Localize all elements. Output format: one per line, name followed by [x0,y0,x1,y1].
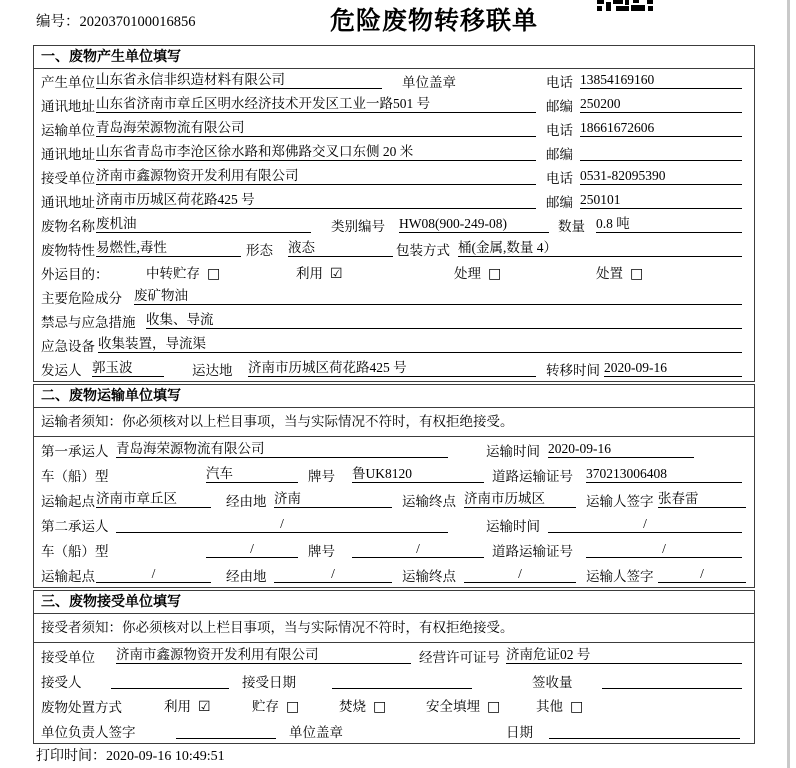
receiver-unit-value: 济南市鑫源物资开发利用有限公司 [96,167,536,185]
purpose-option-treat-label: 处理 [454,266,481,281]
accept-date-label: 接受日期 [242,675,296,690]
sign-date-value [549,721,740,739]
waste-name-value: 废机油 [96,215,311,233]
transport-address-value: 山东省青岛市李沧区徐水路和郑佛路交叉口东侧 20 米 [96,143,536,161]
producer-zip-value: 250200 [580,95,742,113]
destination-value: 济南市历城区荷花路425 号 [248,359,536,377]
field-hazard-component [34,285,754,309]
route2-start-label: 运输起点 [41,569,95,584]
receiver-address-value: 济南市历城区荷花路425 号 [96,191,536,209]
receiver-zip-label: 邮编 [546,195,573,210]
hazard-component-value: 废矿物油 [134,287,742,305]
emergency-equipment-value: 收集装置，导流渠 [98,335,742,353]
carrier2-time-value: / [548,515,742,533]
route2-start-value: / [96,565,211,583]
section-producer-header: 一、废物产生单位填写 [34,46,754,69]
license-value: 济南危证02 号 [506,646,742,664]
waste-category-label: 类别编号 [331,219,385,234]
vehicle1-plate-value: 鲁UK8120 [352,465,484,483]
field-producer-unit [34,69,754,93]
transport-address-label: 通讯地址 [41,147,95,162]
section-receiver [33,590,755,744]
route2-sign-label: 运输人签字 [586,569,654,584]
doc-number [36,10,196,31]
purpose-option-storage [146,265,220,283]
checkbox-checked-icon: ☑ [330,266,343,282]
checkbox-unchecked-icon: □ [630,266,644,282]
checkbox-checked-icon: ☑ [198,699,211,715]
responsible-sign-label: 单位负责人签字 [41,725,136,740]
disposal-option-incinerate-label: 焚烧 [339,699,366,714]
purpose-option-dispose [596,265,643,283]
route1-sign-value: 张春雷 [658,490,746,508]
carrier2-value: / [116,515,448,533]
checkbox-unchecked-icon: □ [373,699,387,715]
receiver-address-label: 通讯地址 [41,195,95,210]
route2-end-label: 运输终点 [402,569,456,584]
disposal-option-other-label: 其他 [536,699,563,714]
route2-end-value: / [464,565,576,583]
page-edge-shadow [787,0,790,768]
route2-sign-value: / [658,565,746,583]
section-receiver-header: 三、废物接受单位填写 [34,591,754,614]
sign-date-label: 日期 [506,725,533,740]
hazard-component-label: 主要危险成分 [41,291,122,306]
route1-end-label: 运输终点 [402,494,456,509]
producer-unit-label: 产生单位 [41,75,95,90]
field-emergency-equipment [34,333,754,357]
acceptor-label: 接受人 [41,675,82,690]
disposal-option-store [252,698,299,716]
checkbox-unchecked-icon: □ [570,699,584,715]
emergency-equipment-label: 应急设备 [41,339,95,354]
producer-tel-label: 电话 [546,75,573,90]
field-acceptor [34,668,754,693]
transport-notice: 运输者须知：你必须核对以上栏目事项，当与实际情况不符时，有权拒绝接受。 [34,408,754,437]
producer-zip-label: 邮编 [546,99,573,114]
field-vehicle2 [34,537,754,562]
route2-via-value: / [274,565,392,583]
accept-date-value [332,671,472,689]
waste-character-label: 废物特性 [41,243,95,258]
responsible-sign-value [176,721,276,739]
field-route1 [34,487,754,512]
waste-category-value: HW08(900-249-08) [399,215,549,233]
purpose-option-dispose-label: 处置 [596,266,623,281]
receiving-unit-label: 接受单位 [41,650,95,665]
unit-seal2-label: 单位盖章 [289,725,343,740]
purpose-option-storage-label: 中转贮存 [146,266,200,281]
route1-via-label: 经由地 [226,494,267,509]
field-waste-character [34,237,754,261]
transport-unit-value: 青岛海荣源物流有限公司 [96,119,536,137]
dispatcher-label: 发运人 [41,363,82,378]
qr-code-fragment-icon [597,0,653,11]
emergency-measures-value: 收集、导流 [146,311,742,329]
disposal-option-landfill [426,698,500,716]
waste-pack-label: 包装方式 [396,243,450,258]
disposal-option-other [536,698,583,716]
field-receiver-unit [34,165,754,189]
carrier1-value: 青岛海荣源物流有限公司 [116,440,448,458]
route1-end-value: 济南市历城区 [464,490,576,508]
receiver-unit-label: 接受单位 [41,171,95,186]
field-transport-unit [34,117,754,141]
checkbox-unchecked-icon: □ [488,266,502,282]
section-producer [33,45,755,382]
field-waste-name [34,213,754,237]
print-time [36,745,225,765]
purpose-option-utilize-label: 利用 [296,266,323,281]
transport-tel-value: 18661672606 [580,119,742,137]
waste-form-value: 液态 [288,239,393,257]
field-disposal-method [34,693,754,718]
waste-name-label: 废物名称 [41,219,95,234]
carrier1-time-label: 运输时间 [486,444,540,459]
dispatcher-value: 郭玉波 [92,359,164,377]
route1-sign-label: 运输人签字 [586,494,654,509]
transfer-time-label: 转移时间 [546,363,600,378]
transport-zip-value [580,143,742,161]
field-receiving-unit [34,643,754,668]
receiver-notice: 接受者须知：你必须核对以上栏目事项，当与实际情况不符时，有权拒绝接受。 [34,614,754,643]
field-producer-address [34,93,754,117]
field-carrier1 [34,437,754,462]
page-title: 危险废物转移联单 [330,6,539,35]
manifest-form [33,45,755,746]
purpose-option-utilize [296,265,343,283]
producer-unit-value: 山东省永信非织造材料有限公司 [96,71,382,89]
waste-character-value: 易燃性,毒性 [96,239,241,257]
transport-tel-label: 电话 [546,123,573,138]
disposal-method-label: 废物处置方式 [41,700,122,715]
disposal-option-utilize-label: 利用 [164,699,191,714]
field-emergency-measures [34,309,754,333]
vehicle2-type-value: / [206,540,298,558]
route1-start-value: 济南市章丘区 [96,490,211,508]
doc-number-label: 编号： [36,14,80,30]
carrier1-label: 第一承运人 [41,444,109,459]
destination-label: 运达地 [192,363,233,378]
acceptor-value [111,671,229,689]
transport-unit-label: 运输单位 [41,123,95,138]
receiver-tel-label: 电话 [546,171,573,186]
field-responsible-sign [34,718,754,743]
section-transport [33,384,755,588]
unit-seal-label: 单位盖章 [402,75,456,90]
receipt-qty-value [602,671,742,689]
field-carrier2 [34,512,754,537]
field-transport-address [34,141,754,165]
receiver-zip-value: 250101 [580,191,742,209]
vehicle2-plate-label: 牌号 [308,544,335,559]
producer-address-label: 通讯地址 [41,99,95,114]
waste-qty-label: 数量 [558,219,585,234]
field-vehicle1 [34,462,754,487]
disposal-option-landfill-label: 安全填埋 [426,699,480,714]
route1-via-value: 济南 [274,490,392,508]
vehicle1-plate-label: 牌号 [308,469,335,484]
vehicle1-permit-label: 道路运输证号 [492,469,573,484]
vehicle1-permit-value: 370213006408 [586,465,742,483]
carrier1-time-value: 2020-09-16 [548,440,694,458]
field-receiver-address [34,189,754,213]
disposal-option-store-label: 贮存 [252,699,279,714]
doc-number-value: 2020370100016856 [79,14,196,30]
vehicle1-type-value: 汽车 [206,465,298,483]
disposal-option-incinerate [339,698,386,716]
checkbox-unchecked-icon: □ [286,699,300,715]
producer-address-value: 山东省济南市章丘区明水经济技术开发区工业一路501 号 [96,95,536,113]
print-time-value: 2020-09-16 10:49:51 [106,749,225,764]
vehicle1-type-label: 车（船）型 [41,469,109,484]
checkbox-unchecked-icon: □ [487,699,501,715]
route1-start-label: 运输起点 [41,494,95,509]
field-route2 [34,562,754,587]
vehicle2-plate-value: / [352,540,484,558]
emergency-measures-label: 禁忌与应急措施 [41,315,136,330]
license-label: 经营许可证号 [419,650,500,665]
carrier2-label: 第二承运人 [41,519,109,534]
vehicle2-permit-label: 道路运输证号 [492,544,573,559]
field-transfer-purpose [34,261,754,285]
route2-via-label: 经由地 [226,569,267,584]
waste-qty-value: 0.8 吨 [596,215,742,233]
carrier2-time-label: 运输时间 [486,519,540,534]
waste-pack-value: 桶(金属,数量 4） [458,239,742,257]
producer-tel-value: 13854169160 [580,71,742,89]
field-dispatch [34,357,754,381]
receiver-tel-value: 0531-82095390 [580,167,742,185]
waste-form-label: 形态 [246,243,273,258]
vehicle2-type-label: 车（船）型 [41,544,109,559]
print-time-label: 打印时间： [36,749,106,764]
transfer-purpose-label: 外运目的： [41,267,109,282]
transport-zip-label: 邮编 [546,147,573,162]
section-transport-header: 二、废物运输单位填写 [34,385,754,408]
vehicle2-permit-value: / [586,540,742,558]
purpose-option-treat [454,265,501,283]
receiving-unit-value: 济南市鑫源物资开发利用有限公司 [116,646,411,664]
receipt-qty-label: 签收量 [532,675,573,690]
disposal-option-utilize [164,698,211,716]
checkbox-unchecked-icon: □ [207,266,221,282]
transfer-time-value: 2020-09-16 [604,359,742,377]
